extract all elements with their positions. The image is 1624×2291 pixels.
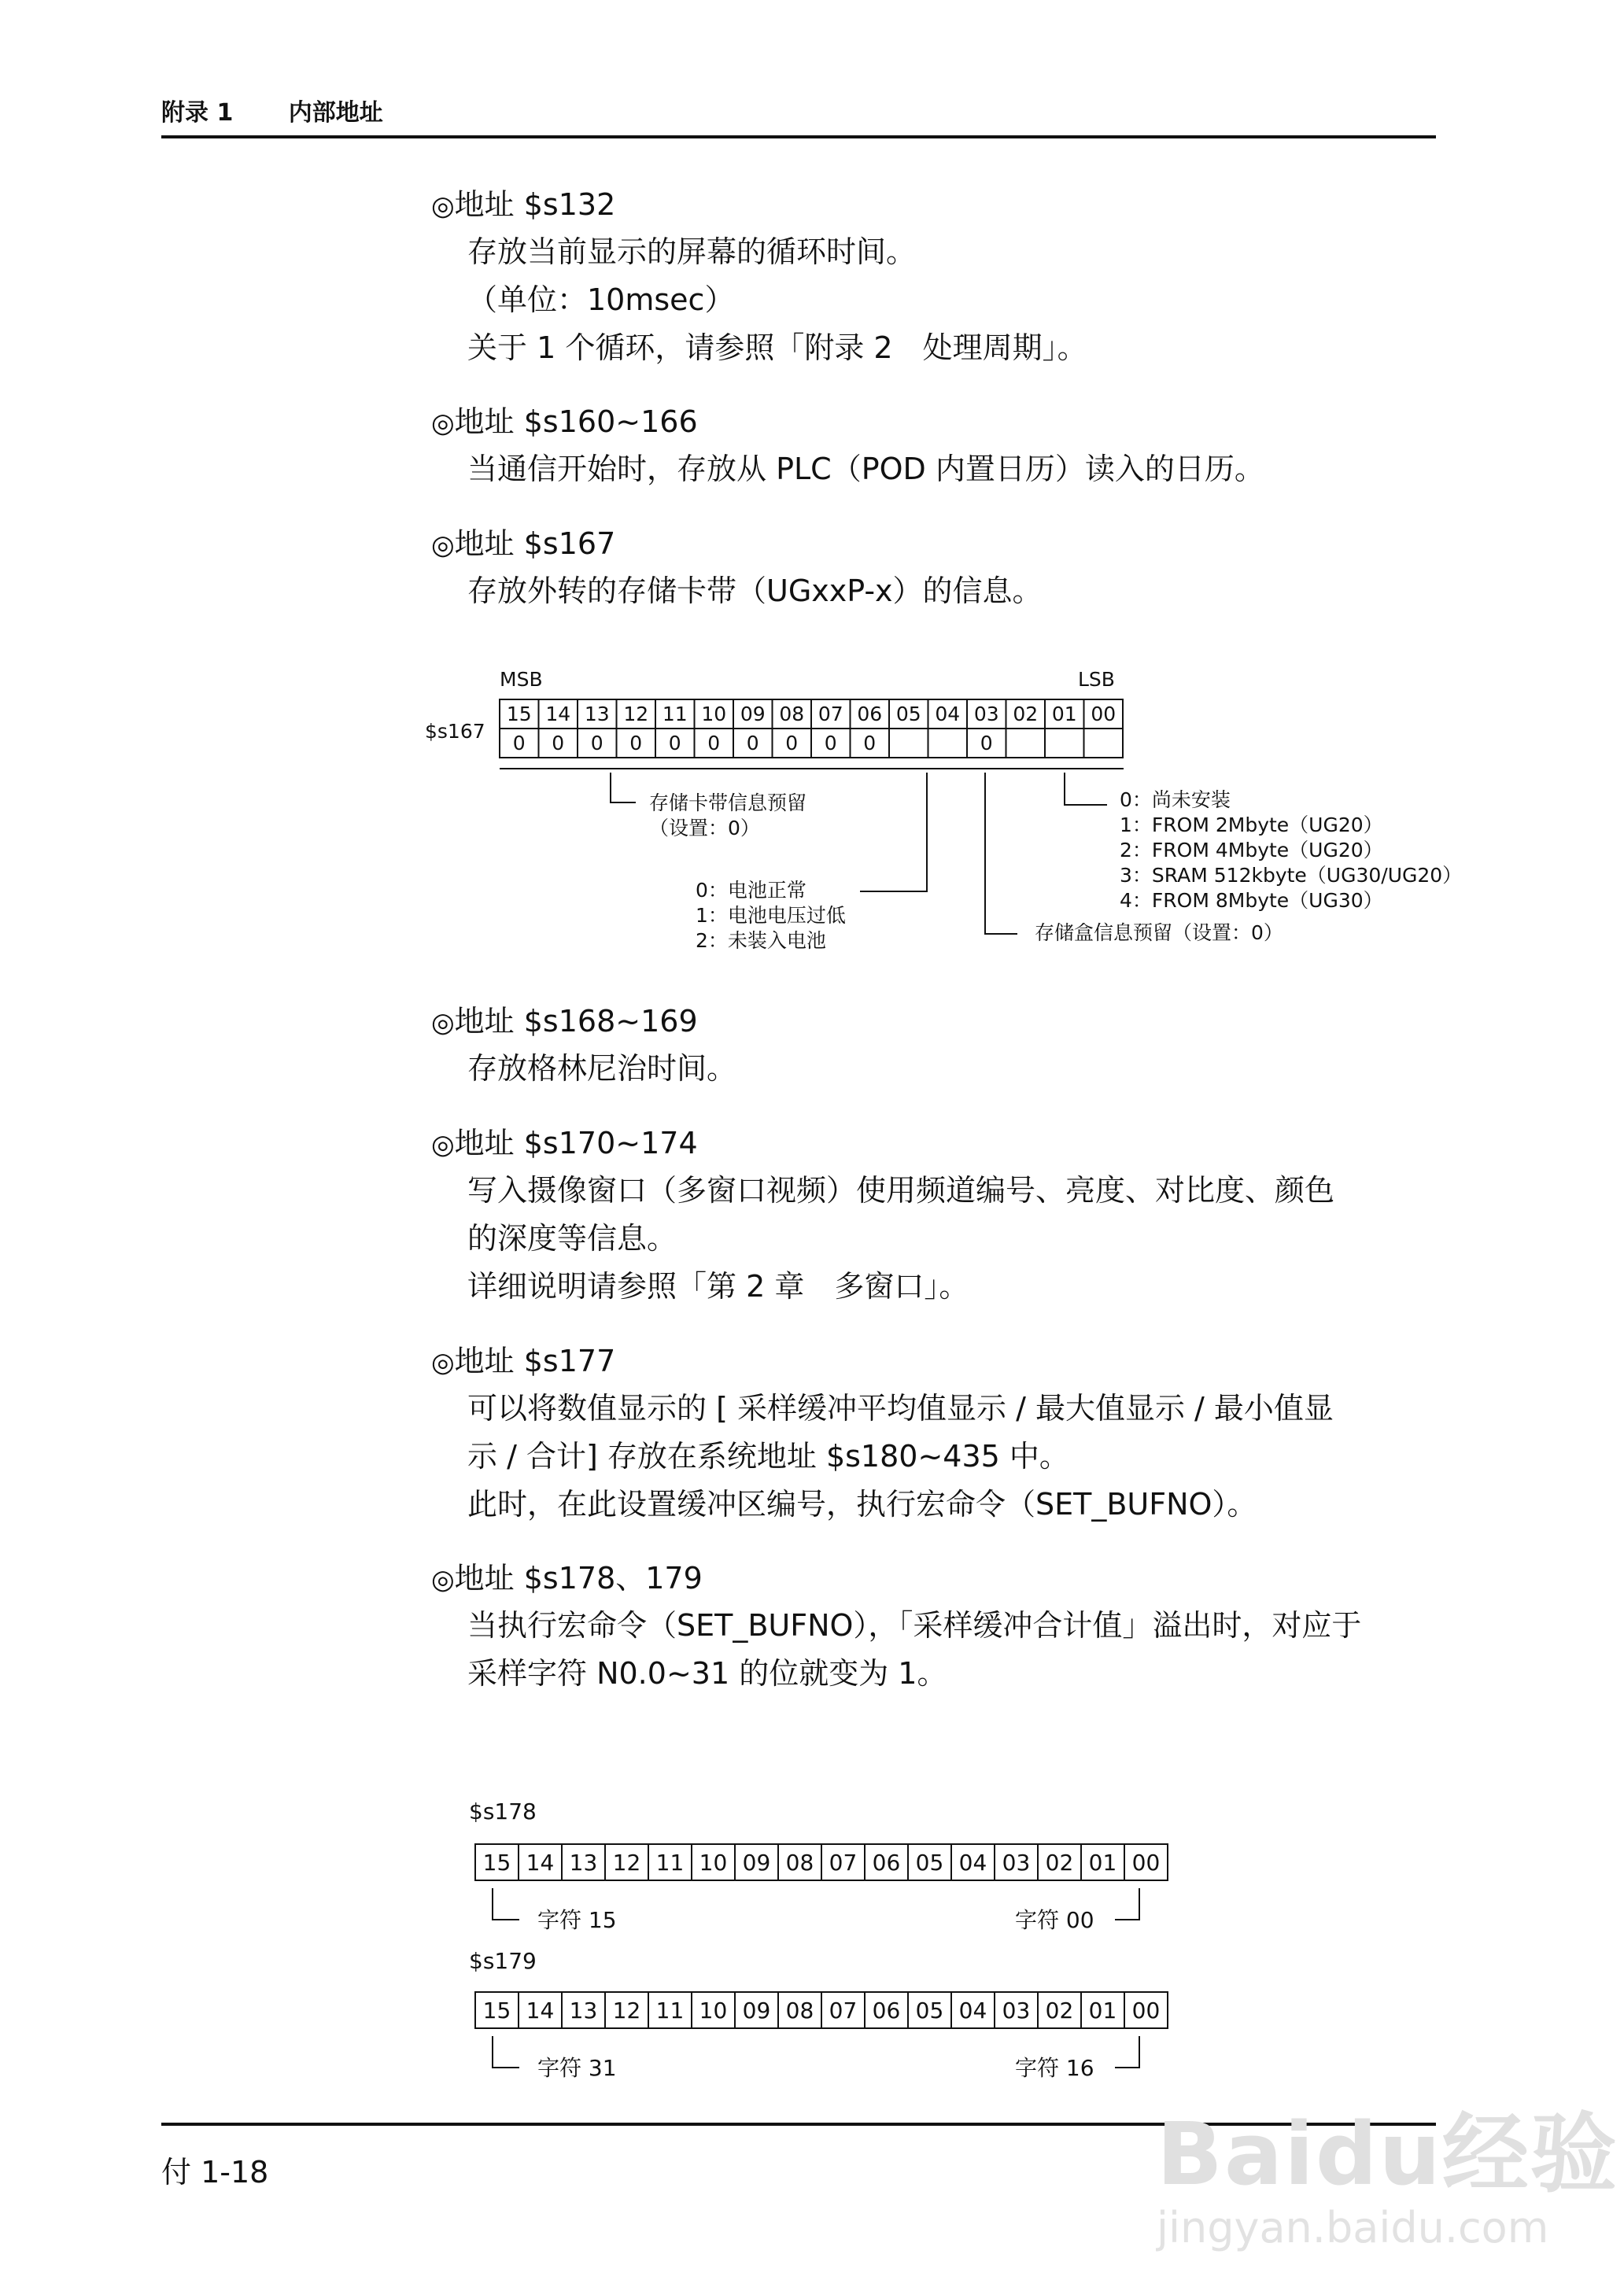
section-line: 关于 1 个循环，请参照「附录 2 处理周期」。: [467, 330, 1087, 365]
bit-value-cell: [1006, 729, 1046, 758]
section-line: 的深度等信息。: [467, 1221, 677, 1256]
bit-value: 0: [590, 732, 603, 754]
bit-value: 0: [824, 732, 837, 754]
bit-value: 0: [629, 732, 643, 754]
note-card-4: 4：FROM 8Mbyte（UG30）: [1120, 889, 1383, 912]
bit-value-cell: [1045, 729, 1084, 758]
bit-number: 00: [1091, 703, 1116, 725]
section-s177: [431, 1339, 1454, 1529]
chapter-label: 附录 1: [161, 99, 234, 127]
bit-number: 15: [506, 703, 532, 725]
bit-number: 15: [482, 1998, 511, 2024]
note-card-2: 2：FROM 4Mbyte（UG20）: [1120, 839, 1383, 861]
bit-value: 0: [552, 732, 565, 754]
bit-number: 09: [740, 703, 766, 725]
bit-value: 0: [707, 732, 721, 754]
bit-number: 07: [829, 1850, 858, 1876]
bit-value: 0: [746, 732, 759, 754]
bit-number: 07: [818, 703, 843, 725]
s167-bit-diagram: [0, 0, 1624, 991]
bit-number: 13: [584, 703, 610, 725]
page-number: 付 1-18: [161, 2155, 269, 2190]
s179-right-note: 字符 16: [1015, 2055, 1094, 2081]
bit-value-cell: [889, 729, 928, 758]
bit-number: 08: [779, 703, 805, 725]
note-battery-0: 0：电池正常: [696, 879, 806, 902]
bit-value: 0: [668, 732, 681, 754]
note-card-3: 3：SRAM 512kbyte（UG30/UG20）: [1120, 864, 1463, 887]
bit-value: 0: [512, 732, 526, 754]
bit-number: 01: [1088, 1850, 1117, 1876]
bit-number: 02: [1045, 1850, 1074, 1876]
note-card-1: 1：FROM 2Mbyte（UG20）: [1120, 813, 1383, 836]
bit-number: 05: [915, 1998, 944, 2024]
bit-number: 14: [545, 703, 571, 725]
bit-number: 00: [1131, 1850, 1161, 1876]
bit-number: 04: [935, 703, 961, 725]
lsb-label: LSB: [1078, 668, 1115, 691]
bit-number: 06: [872, 1998, 901, 2024]
section-s168: [431, 999, 1454, 1093]
bit-number: 12: [612, 1998, 641, 2024]
watermark-url: jingyan.baidu.com: [1157, 2203, 1549, 2252]
s179-left-note: 字符 31: [537, 2055, 617, 2081]
section-s178: [431, 1556, 1454, 1698]
section-line: 可以将数值显示的 [ 采样缓冲平均值显示 / 最大值显示 / 最小值显: [467, 1391, 1334, 1426]
bit-number: 08: [785, 1850, 814, 1876]
bit-number: 12: [612, 1850, 641, 1876]
section-title: ◎地址 $s177: [431, 1344, 616, 1378]
bit-number: 11: [655, 1998, 685, 2024]
register-label: $s167: [425, 720, 485, 743]
bit-number: 03: [1002, 1850, 1031, 1876]
section-line: 当通信开始时，存放从 PLC（POD 内置日历）读入的日历。: [467, 452, 1264, 486]
bit-number: 15: [482, 1850, 511, 1876]
bit-number: 01: [1088, 1998, 1117, 2024]
section-title: ◎地址 $s132: [431, 187, 616, 222]
bit-number: 08: [785, 1998, 814, 2024]
s178-right-note: 字符 00: [1015, 1907, 1094, 1933]
section-line: 存放当前显示的屏幕的循环时间。: [467, 234, 917, 269]
bit-number: 13: [569, 1850, 598, 1876]
section-line: 详细说明请参照「第 2 章 多窗口」。: [467, 1269, 969, 1304]
section-title: ◎地址 $s160~166: [431, 404, 698, 439]
section-title: ◎地址 $s167: [431, 526, 616, 561]
bit-number: 07: [829, 1998, 858, 2024]
bit-number: 14: [526, 1850, 555, 1876]
bit-number: 03: [1002, 1998, 1031, 2024]
section-title: ◎地址 $s178、179: [431, 1561, 703, 1596]
note-box: 存储盒信息预留（设置：0）: [1035, 921, 1283, 944]
bit-value-cell: [928, 729, 968, 758]
section-line: 存放外转的存储卡带（UGxxP-x）的信息。: [467, 574, 1043, 608]
bit-value: 0: [863, 732, 877, 754]
section-line: 当执行宏命令（SET_BUFNO），「采样缓冲合计值」溢出时，对应于: [467, 1608, 1362, 1643]
reg-s179-label: $s179: [469, 1948, 537, 1974]
section-line: 此时，在此设置缓冲区编号，执行宏命令（SET_BUFNO）。: [467, 1487, 1257, 1522]
msb-label: MSB: [500, 668, 543, 691]
section-s170: [431, 1121, 1454, 1311]
bit-number: 13: [569, 1998, 598, 2024]
bit-number: 12: [623, 703, 649, 725]
section-line: （单位：10msec）: [467, 282, 735, 317]
bit-number: 03: [973, 703, 999, 725]
section-title: ◎地址 $s170~174: [431, 1126, 698, 1160]
bit-number: 10: [701, 703, 727, 725]
bit-number: 09: [742, 1850, 771, 1876]
section-line: 存放格林尼治时间。: [467, 1051, 737, 1086]
bit-number: 05: [895, 703, 921, 725]
section-line: 采样字符 N0.0~31 的位就变为 1。: [467, 1656, 947, 1691]
bit-number: 00: [1131, 1998, 1161, 2024]
bit-number: 02: [1013, 703, 1039, 725]
bit-number: 04: [958, 1850, 987, 1876]
bit-number: 11: [662, 703, 688, 725]
bit-value-cell: [1084, 729, 1124, 758]
bit-number: 06: [872, 1850, 901, 1876]
watermark-logo: Baidu经验: [1157, 2104, 1618, 2204]
s178-left-note: 字符 15: [537, 1907, 617, 1933]
reg-s178-label: $s178: [469, 1798, 537, 1824]
bit-number: 02: [1045, 1998, 1074, 2024]
bit-number: 05: [915, 1850, 944, 1876]
note-battery-2: 2：未装入电池: [696, 929, 826, 952]
bit-number: 01: [1051, 703, 1077, 725]
note-battery-1: 1：电池电压过低: [696, 904, 846, 927]
bit-value: 0: [980, 732, 993, 754]
bit-number: 14: [526, 1998, 555, 2024]
chapter-title: 内部地址: [288, 99, 383, 127]
s178-s179-bit-diagram: [0, 1794, 1624, 2108]
bit-number: 04: [958, 1998, 987, 2024]
bit-number: 10: [699, 1998, 728, 2024]
bit-number: 10: [699, 1850, 728, 1876]
note-reserved: 存储卡带信息预留: [649, 791, 807, 814]
note-card-0: 0：尚未安装: [1120, 788, 1231, 811]
section-line: 示 / 合计] 存放在系统地址 $s180~435 中。: [467, 1439, 1069, 1474]
section-title: ◎地址 $s168~169: [431, 1004, 698, 1039]
bit-number: 11: [655, 1850, 685, 1876]
section-line: 写入摄像窗口（多窗口视频）使用频道编号、亮度、对比度、颜色: [467, 1173, 1335, 1208]
bit-value: 0: [785, 732, 799, 754]
bit-number: 06: [857, 703, 883, 725]
note-reserved-setting: （设置：0）: [649, 817, 760, 839]
bit-number: 09: [742, 1998, 771, 2024]
